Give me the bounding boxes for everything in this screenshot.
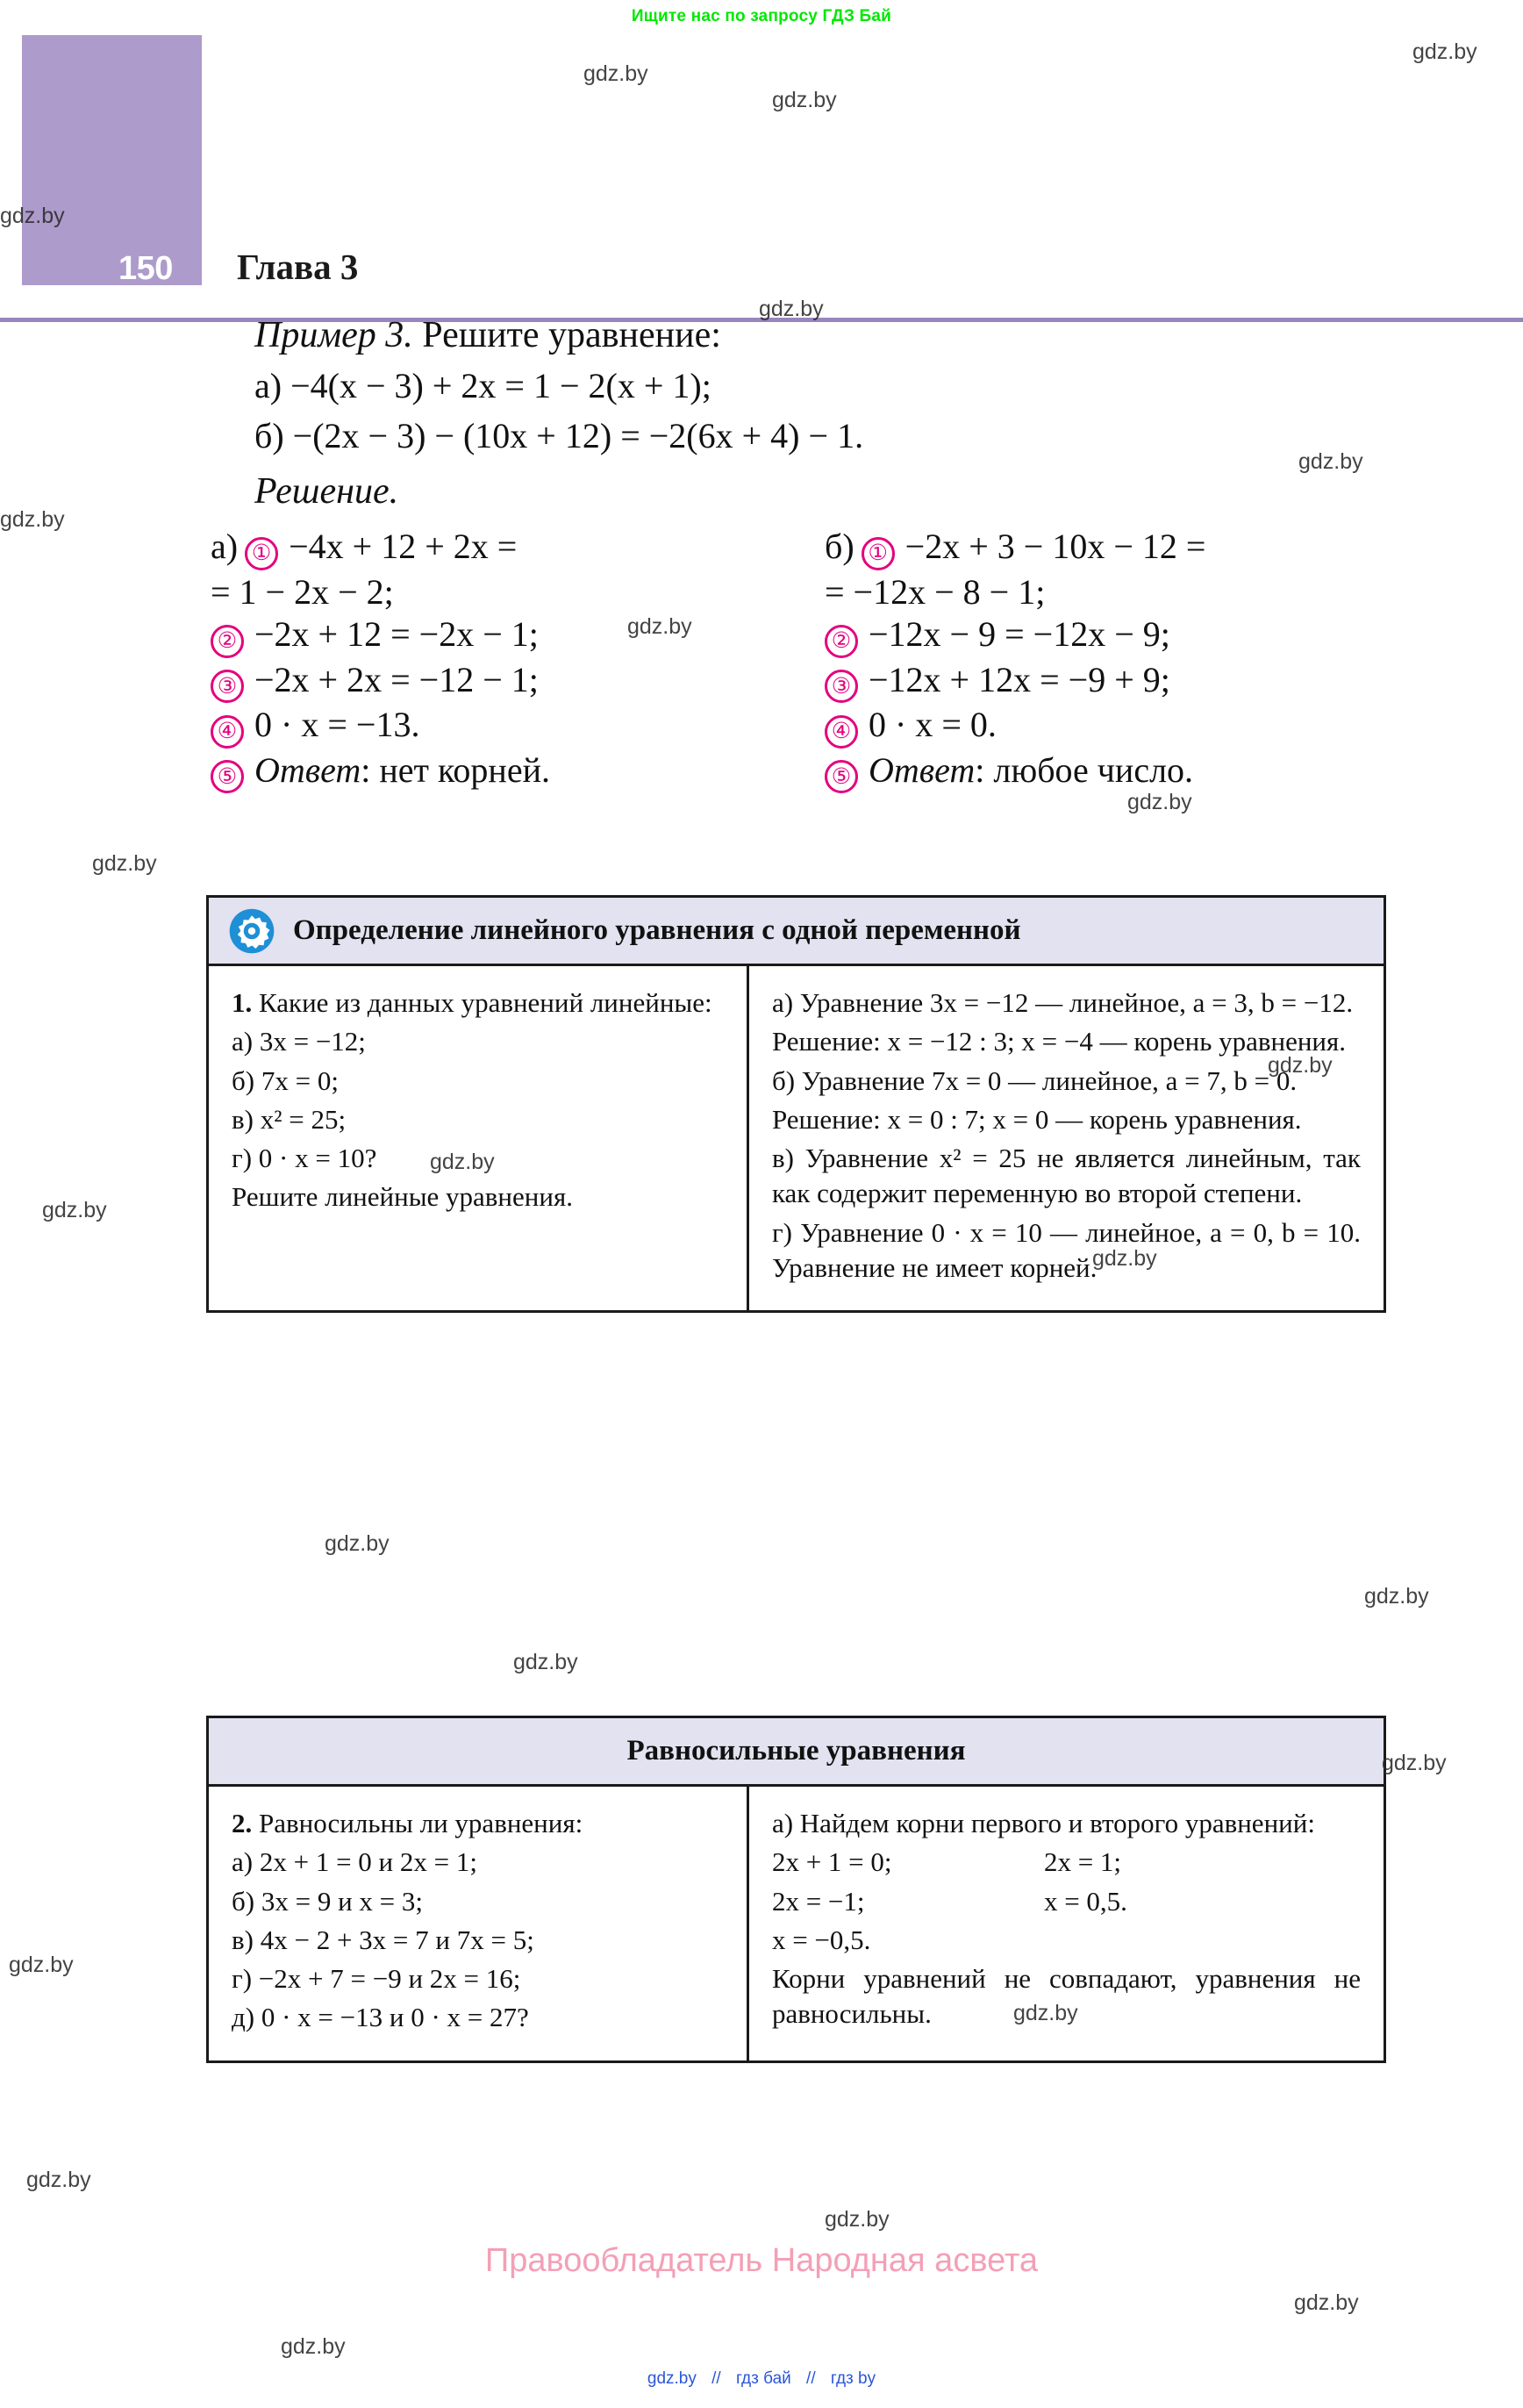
watermark: gdz.by	[26, 2168, 91, 2192]
equivalence-table-title: Равносильные уравнения	[626, 1735, 966, 1767]
page-number-block	[22, 35, 202, 285]
answer-pair-right: x = 0,5.	[1043, 1885, 1127, 1917]
answer-pair-left: 2x = −1;	[771, 1885, 865, 1917]
solution-row	[211, 616, 807, 656]
solution-row-answer	[211, 749, 807, 792]
example-equation-a: а) −4(x − 3) + 2x = 1 − 2(x + 1);	[254, 366, 711, 405]
watermark: gdz.by	[430, 1150, 495, 1174]
chapter-title: Глава 3	[237, 247, 359, 287]
watermark: gdz.by	[513, 1650, 578, 1674]
solution-row	[825, 528, 1439, 569]
answer-paragraph: а) Уравнение 3x = −12 — линейное, a = 3, b = −12.	[771, 987, 1354, 1018]
copyright-notice: Правообладатель Народная асвета	[484, 2242, 1039, 2279]
answer-label: Ответ	[254, 749, 361, 790]
gear-icon	[228, 907, 275, 955]
question-1	[232, 985, 724, 1021]
step-circle-4: ④	[211, 715, 244, 749]
definition-table-title: Определение линейного уравнения с одной переменной	[293, 914, 1021, 946]
bottom-link-2[interactable]: гдз бай	[735, 2369, 791, 2388]
question-item: г) −2x + 7 = −9 и 2x = 16;	[232, 1963, 521, 1995]
solution-row	[825, 706, 1439, 747]
question-text: Какие из данных уравнений линейные:	[259, 987, 712, 1018]
solution-column-b	[825, 528, 1439, 797]
bottom-links	[0, 2369, 1523, 2389]
bottom-link-3[interactable]: гдз by	[830, 2369, 876, 2388]
example-title	[254, 314, 1523, 356]
solution-columns	[0, 528, 1523, 818]
watermark: gdz.by	[759, 297, 824, 321]
step-circle-3: ③	[825, 670, 858, 703]
answer-paragraph: Решение: x = 0 : 7; x = 0 — корень уравнения.	[771, 1103, 1302, 1135]
watermark: gdz.by	[1268, 1053, 1333, 1078]
solution-row	[211, 706, 807, 747]
question-2	[232, 1806, 724, 1841]
equivalence-table-header	[209, 1718, 1384, 1787]
answer-intro: а) Найдем корни первого и второго уравнений:	[771, 1808, 1315, 1838]
equivalence-question-cell	[209, 1787, 749, 2060]
question-item: в) x² = 25;	[232, 1103, 347, 1135]
question-text: Равносильны ли уравнения:	[259, 1808, 583, 1838]
example-title-italic: Пример 3.	[254, 315, 413, 355]
solution-row-text: 0 · x = −13.	[254, 705, 420, 745]
watermark: gdz.by	[1013, 2001, 1078, 2025]
equivalence-table-body	[209, 1787, 1384, 2060]
answer-text: : нет корней.	[361, 749, 550, 790]
watermark: gdz.by	[1382, 1751, 1447, 1775]
definition-table-body	[209, 966, 1384, 1310]
step-circle-1: ①	[245, 537, 278, 570]
page-header	[0, 35, 1523, 285]
solution-row-answer	[825, 749, 1439, 792]
watermark: gdz.by	[1364, 1584, 1429, 1609]
question-item: а) 3x = −12;	[232, 1026, 366, 1057]
question-number: 1.	[232, 987, 253, 1018]
promo-banner: Ищите нас по запросу ГДЗ Бай	[631, 7, 892, 25]
watermark: gdz.by	[1127, 790, 1192, 814]
watermark: gdz.by	[1412, 39, 1477, 64]
bottom-sep-1: //	[711, 2369, 721, 2388]
question-item: в) 4x − 2 + 3x = 7 и 7x = 5;	[232, 1924, 534, 1955]
watermark: gdz.by	[627, 614, 692, 639]
solution-row-text: −4x + 12 + 2x =	[289, 527, 518, 566]
solution-row-text: −2x + 3 − 10x − 12 =	[905, 527, 1206, 566]
solution-row-text: −12x + 12x = −9 + 9;	[869, 659, 1170, 699]
watermark: gdz.by	[772, 88, 837, 112]
watermark: gdz.by	[0, 204, 65, 228]
answer-paragraph: г) Уравнение 0 · x = 10 — линейное, a = 0, b = 10. Уравнение не имеет корней.	[771, 1216, 1361, 1284]
solution-label: Решение.	[254, 471, 399, 512]
question-item: б) 7x = 0;	[232, 1064, 339, 1096]
watermark: gdz.by	[0, 507, 65, 532]
solution-label-b: б)	[825, 527, 854, 566]
answer-text: : любое число.	[975, 749, 1194, 790]
example-title-rest: Решите уравнение:	[412, 315, 721, 355]
solution-row-text: −2x + 2x = −12 − 1;	[254, 659, 539, 699]
answer-paragraph: в) Уравнение x² = 25 не является линейным, так как содержит переменную во второй степени.	[771, 1143, 1361, 1209]
step-circle-2: ②	[211, 625, 244, 658]
solution-row	[211, 528, 807, 569]
solution-row	[211, 659, 807, 702]
watermark: gdz.by	[825, 2207, 890, 2232]
answer-pair-row	[772, 1884, 1361, 1919]
answer-pair-row	[772, 1923, 1361, 1958]
step-circle-3: ③	[211, 670, 244, 703]
answer-label: Ответ	[869, 749, 976, 790]
question-item: б) 3x = 9 и x = 3;	[232, 1885, 424, 1917]
solution-label-a: а)	[211, 527, 239, 566]
watermark: gdz.by	[1092, 1246, 1157, 1271]
answer-pair-row	[772, 1845, 1361, 1880]
bottom-sep-2: //	[806, 2369, 816, 2388]
watermark: gdz.by	[325, 1531, 390, 1556]
answer-pair-left: x = −0,5.	[771, 1924, 871, 1955]
step-circle-5: ⑤	[211, 760, 244, 793]
solution-row-text: = −12x − 8 − 1;	[825, 571, 1046, 612]
answer-pair-right: 2x = 1;	[1043, 1846, 1122, 1878]
step-circle-2: ②	[825, 625, 858, 658]
question-item: д) 0 · x = −13 и 0 · x = 27?	[232, 2002, 529, 2033]
solution-row-text: −2x + 12 = −2x − 1;	[254, 614, 539, 655]
solution-column-a	[211, 528, 807, 797]
solution-row	[825, 571, 1439, 612]
step-circle-5: ⑤	[825, 760, 858, 793]
equivalence-table	[206, 1716, 1386, 2063]
answer-pair-left: 2x + 1 = 0;	[771, 1846, 892, 1878]
watermark: gdz.by	[583, 61, 648, 86]
solution-row-text: 0 · x = 0.	[869, 705, 997, 745]
page-content	[0, 290, 1523, 818]
definition-question-cell	[209, 966, 749, 1310]
solution-row	[211, 571, 807, 612]
solution-row	[825, 616, 1439, 656]
bottom-link-1[interactable]: gdz.by	[647, 2369, 697, 2388]
question-tail: Решите линейные уравнения.	[232, 1181, 573, 1213]
answer-paragraph: б) Уравнение 7x = 0 — линейное, a = 7, b = 0.	[771, 1064, 1298, 1096]
watermark: gdz.by	[42, 1198, 107, 1222]
page-number: 150	[118, 250, 173, 287]
step-circle-4: ④	[825, 715, 858, 749]
watermark: gdz.by	[281, 2334, 346, 2359]
example-equation-b: б) −(2x − 3) − (10x + 12) = −2(6x + 4) − 1.	[254, 416, 864, 455]
solution-row	[825, 659, 1439, 702]
watermark: gdz.by	[9, 1953, 74, 1977]
solution-row-text: −12x − 9 = −12x − 9;	[869, 614, 1170, 655]
watermark: gdz.by	[1294, 2290, 1359, 2315]
answer-conclusion: Корни уравнений не совпадают, уравнения не равносильны.	[771, 1963, 1361, 2030]
question-item: г) 0 · x = 10?	[232, 1143, 377, 1174]
question-item: а) 2x + 1 = 0 и 2x = 1;	[232, 1846, 477, 1878]
equivalence-answer-cell	[749, 1787, 1384, 2060]
watermark: gdz.by	[92, 851, 157, 876]
definition-table-header	[209, 898, 1384, 966]
definition-answer-cell	[749, 966, 1384, 1310]
answer-paragraph: Решение: x = −12 : 3; x = −4 — корень уравнения.	[771, 1026, 1347, 1057]
step-circle-1: ①	[862, 537, 895, 570]
watermark: gdz.by	[1298, 449, 1363, 474]
definition-table	[206, 895, 1386, 1313]
solution-row-text: = 1 − 2x − 2;	[211, 571, 394, 612]
question-number: 2.	[232, 1808, 253, 1838]
